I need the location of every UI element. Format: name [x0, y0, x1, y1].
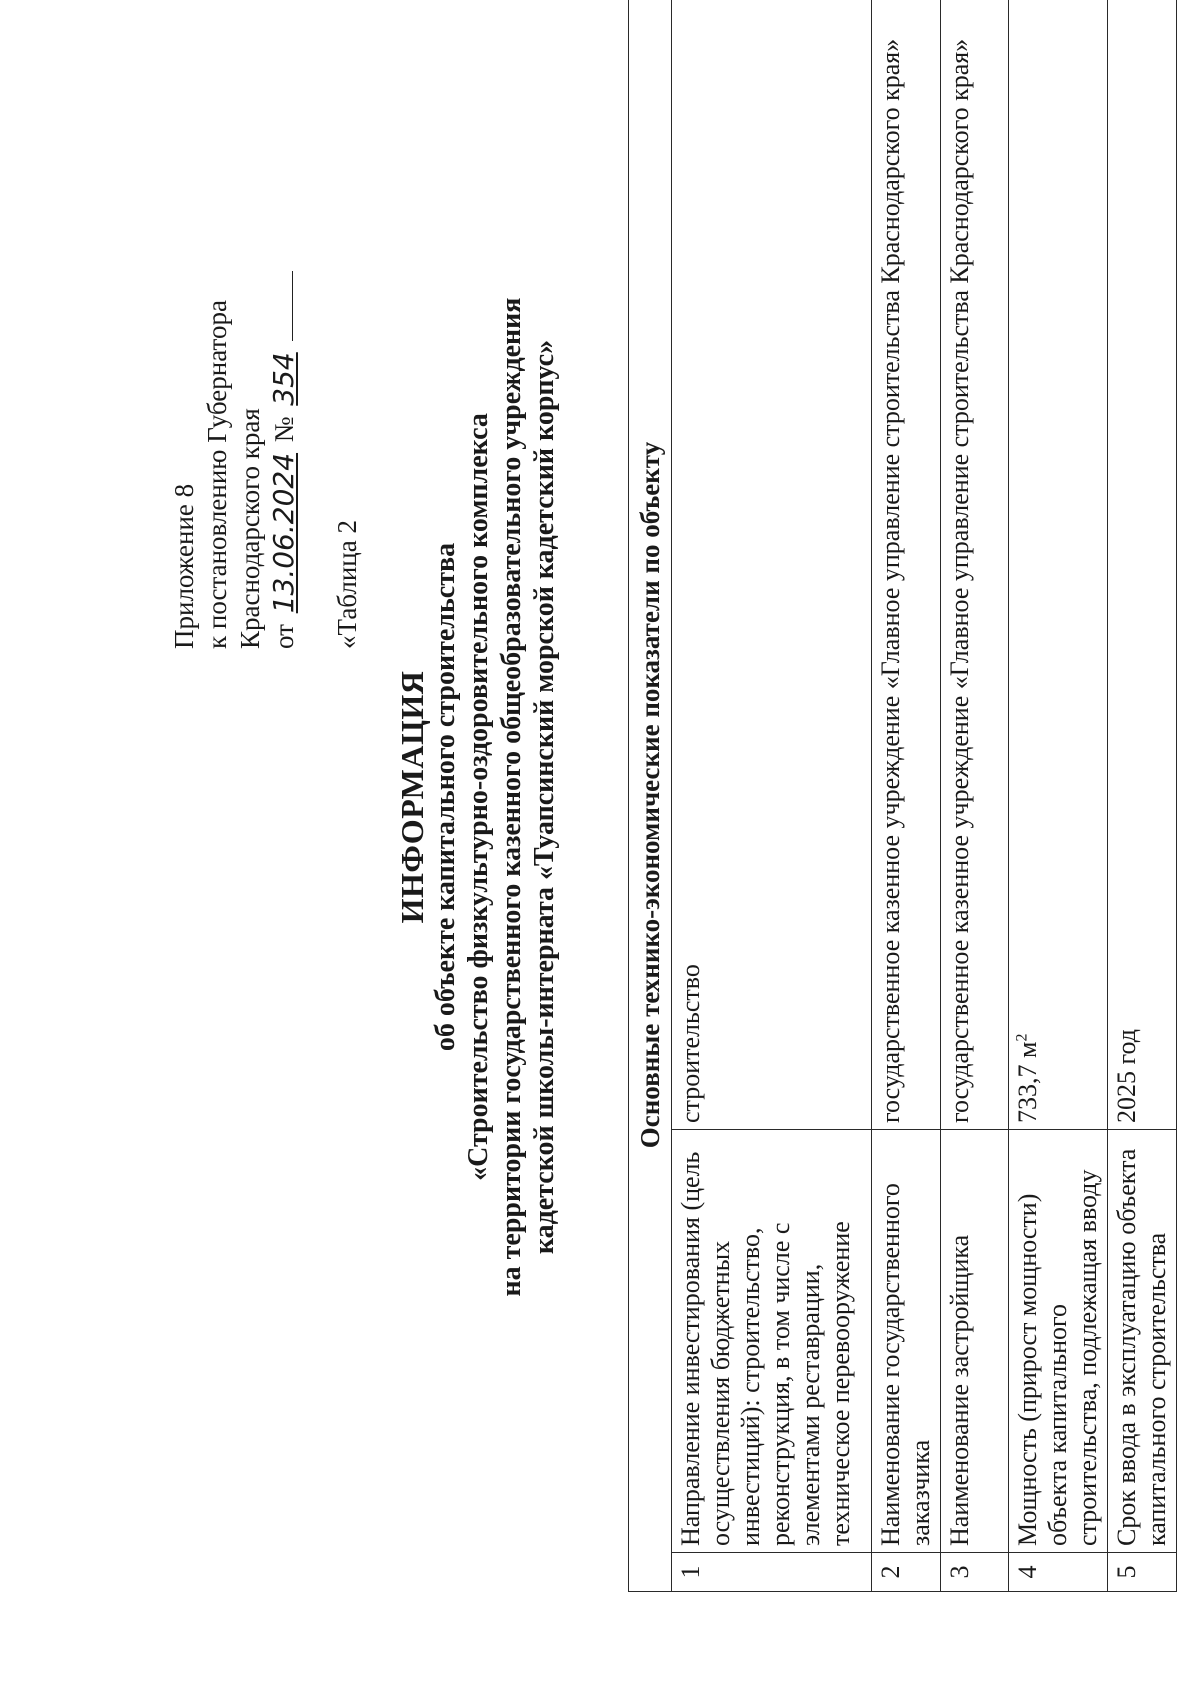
table-label: «Таблица 2 [332, 520, 362, 649]
row-name: Срок ввода в эксплуатацию объекта капитального строительства [1108, 1130, 1177, 1553]
row-number: 3 [941, 1553, 1009, 1592]
row-name: Наименование застройщика [941, 1130, 1009, 1553]
approval-date-line [267, 29, 301, 649]
approval-from-prefix: от [269, 624, 299, 649]
title-line-5: кадетской школы-интерната «Туапсинский морской кадетский корпус» [529, 339, 560, 1255]
title-line-2: об объекте капитального строительства [430, 542, 461, 1052]
row-value: государственное казенное учреждение «Главное управление строительства Краснодарского края» [941, 0, 1009, 1130]
approval-line-1: Приложение 8 [169, 483, 199, 649]
row-number: 2 [872, 1553, 941, 1592]
approval-line-2: к постановлению Губернатора [202, 300, 232, 649]
table-header: Основные технико-экономические показатели по объекту [629, 0, 672, 1592]
title-line-1: ИНФОРМАЦИЯ [394, 670, 430, 924]
row-number: 1 [672, 1553, 872, 1592]
table-row [872, 0, 941, 1592]
title-line-3: «Строительство физкультурно-оздоровительного комплекса [463, 413, 494, 1181]
title-line-4: на территории государственного казенного общеобразовательного учреждения [496, 297, 527, 1297]
approval-number-prefix: № [269, 416, 299, 443]
table-row [941, 0, 1009, 1592]
row-value: государственное казенное учреждение «Главное управление строительства Краснодарского края» [872, 0, 941, 1130]
row-number: 5 [1108, 1553, 1177, 1592]
row-value-sup: 2 [1013, 1033, 1031, 1042]
row-value: строительство [672, 0, 872, 1130]
row-number: 4 [1009, 1553, 1108, 1592]
row-value [1009, 0, 1108, 1130]
approval-underline [291, 272, 293, 342]
approval-number: 354 [267, 352, 300, 406]
approval-line-3: Краснодарского края [235, 408, 265, 649]
approval-block [168, 29, 301, 649]
row-name: Направление инвестирования (цель осуществления бюджетных инвестиций): строительство, реконструкция, в том числе с элементами реставрации, техническое перевооружение [672, 1130, 872, 1553]
table-row [1009, 0, 1108, 1592]
document-title [396, 77, 561, 1517]
indicators-table [628, 0, 1177, 1592]
row-name: Мощность (прирост мощности) объекта капитального строительства, подлежащая вводу [1009, 1130, 1108, 1553]
approval-date: 13.06.2024 [267, 452, 300, 614]
table-header-row [629, 0, 672, 1592]
row-name: Наименование государственного заказчика [872, 1130, 941, 1553]
table-row [672, 0, 872, 1592]
row-value-text: 733,7 м [1013, 1041, 1042, 1123]
row-value: 2025 год [1108, 0, 1177, 1130]
table-row [1108, 0, 1177, 1592]
